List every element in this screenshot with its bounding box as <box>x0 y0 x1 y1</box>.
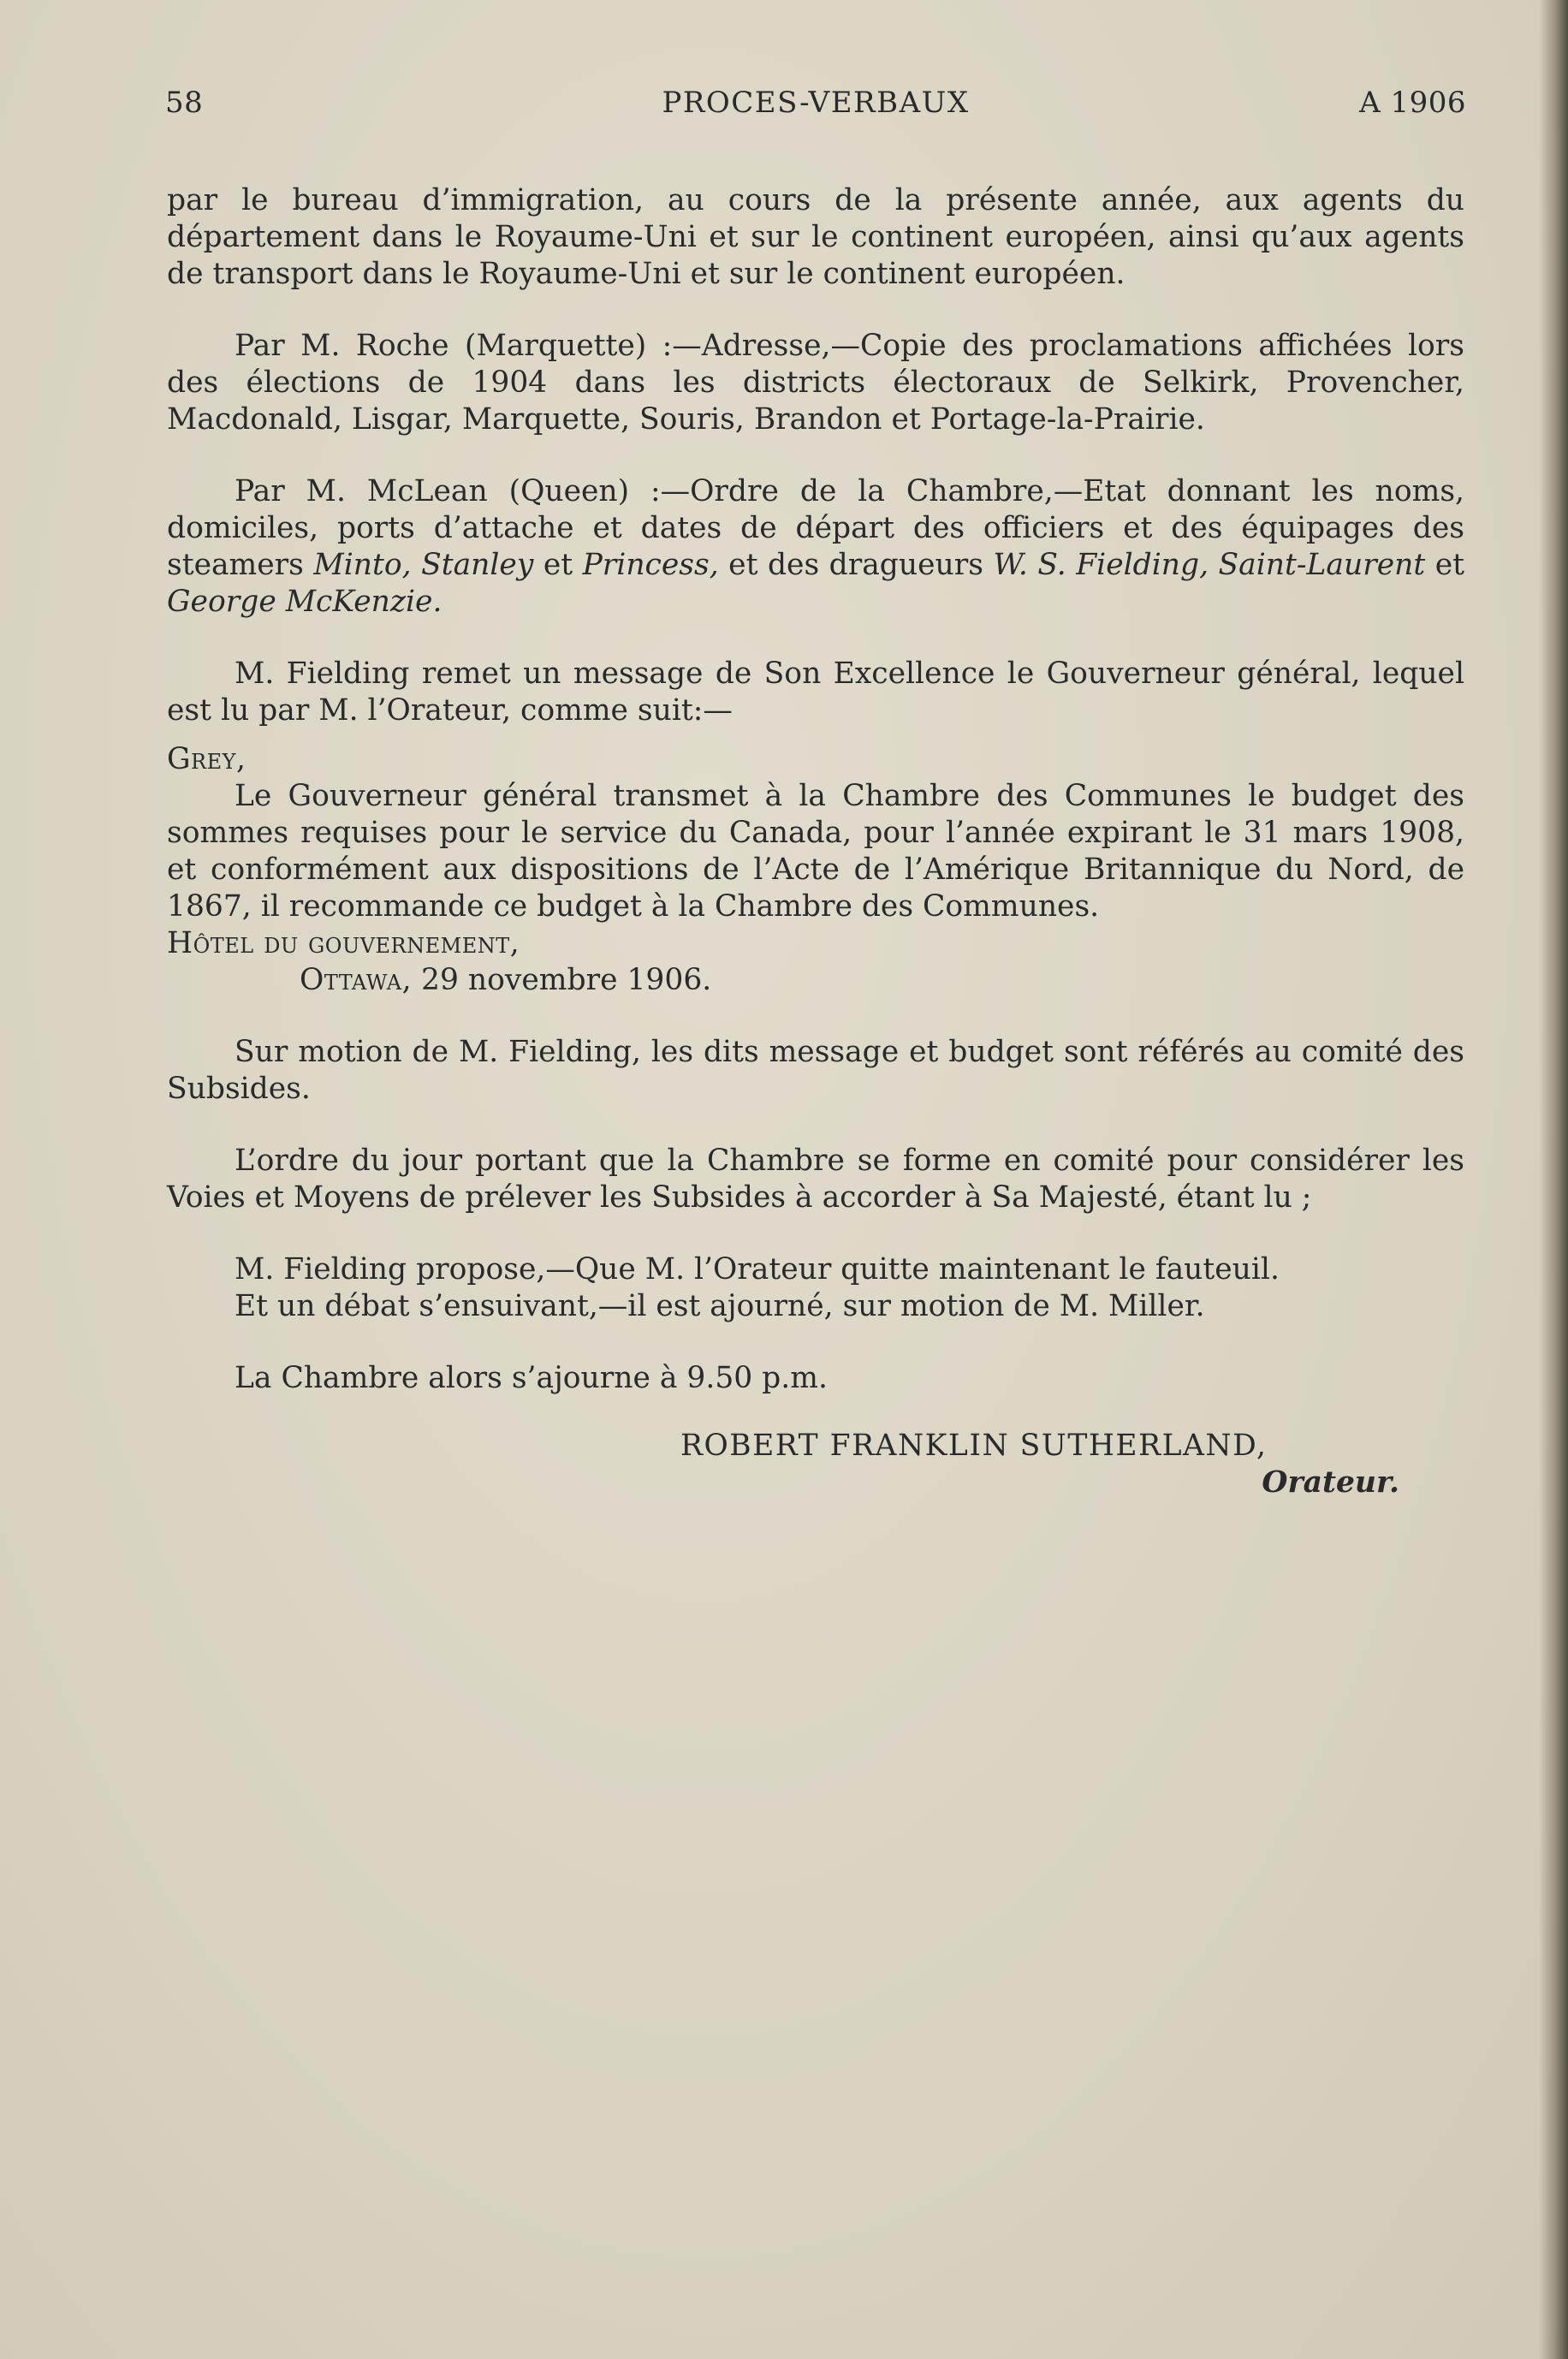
paragraph-roche: Par M. Roche (Marquette) :—Adresse,—Copie des proclamations affichées lors des élections de 1904 dans les districts électoraux de Selkirk, Provencher, Macdonald, Lisgar, Marquette, Souris, Brandon et Portage-la-Prairie. <box>167 329 1464 437</box>
paragraph-ordre-du-jour: L’ordre du jour portant que la Chambre se forme en comité pour considérer les Voies et Moyens de prélever les Subsides à accorder à Sa Majesté, étant lu ; <box>167 1144 1464 1215</box>
signatory-grey: Grey, <box>167 742 246 776</box>
conjunction: et <box>1434 548 1464 582</box>
signature-block <box>167 1428 1464 1501</box>
running-title: PROCES-VERBAUX <box>662 86 970 120</box>
dredger-saint-laurent: Saint-Laurent <box>1218 548 1426 582</box>
signature-title: Orateur. <box>1262 1465 1399 1500</box>
running-header <box>165 86 1466 128</box>
mclean-intro: Par M. McLean (Queen) :—Ordre de la Chambre,—Etat donnant les noms, domiciles, ports d’attache et dates de départ des officiers et des équipages des steamers <box>167 474 1464 582</box>
conjunction: et <box>543 548 573 582</box>
ship-minto: Minto, <box>313 548 412 582</box>
paragraph-fielding-message: M. Fielding remet un message de Son Excellence le Gouverneur général, lequel est lu par M. l’Orateur, comme suit:— <box>167 657 1464 728</box>
government-house: Hôtel du gouvernement, <box>167 926 520 960</box>
ship-princess: Princess, <box>582 548 719 582</box>
dateline-city: Ottawa, <box>300 963 413 997</box>
paragraph-mclean <box>167 473 1464 621</box>
dredger-george-mckenzie: George McKenzie. <box>167 585 442 619</box>
dateline <box>167 962 1464 999</box>
dateline-date: 29 novembre 1906. <box>421 963 712 997</box>
paragraph-subsides: Sur motion de M. Fielding, les dits message et budget sont référés au comité des Subsides. <box>167 1035 1464 1106</box>
paragraph-ajournement: La Chambre alors s’ajourne à 9.50 p.m. <box>235 1361 828 1395</box>
ship-stanley: Stanley <box>421 548 534 582</box>
dredger-fielding: W. S. Fielding, <box>993 548 1209 582</box>
paragraph-immigration: par le bureau d’immigration, au cours de la présente année, aux agents du département dans le Royaume-Uni et sur le continent européen, ainsi qu’aux agents de transport dans le Royaume-Uni et sur le continent européen. <box>167 183 1464 291</box>
page-body <box>167 182 1464 1501</box>
signature-name: ROBERT FRANKLIN SUTHERLAND, <box>680 1429 1268 1463</box>
page-number: 58 <box>165 86 204 120</box>
paragraph-fielding-propose: M. Fielding propose,—Que M. l’Orateur quitte maintenant le fauteuil. <box>235 1252 1280 1286</box>
paragraph-debat: Et un débat s’ensuivant,—il est ajourné, sur motion de M. Miller. <box>235 1289 1205 1323</box>
binding-shadow <box>1539 0 1568 2359</box>
session-year: A 1906 <box>1359 86 1466 120</box>
governor-message: Le Gouverneur général transmet à la Chambre des Communes le budget des sommes requises pour le service du Canada, pour l’année expirant le 31 mars 1908, et conformément aux dispositions de l’Acte de l’Amérique Britannique du Nord, de 1867, il recommande ce budget à la Chambre des Communes. <box>167 779 1464 924</box>
dredgers-text: et des dragueurs <box>728 548 983 582</box>
